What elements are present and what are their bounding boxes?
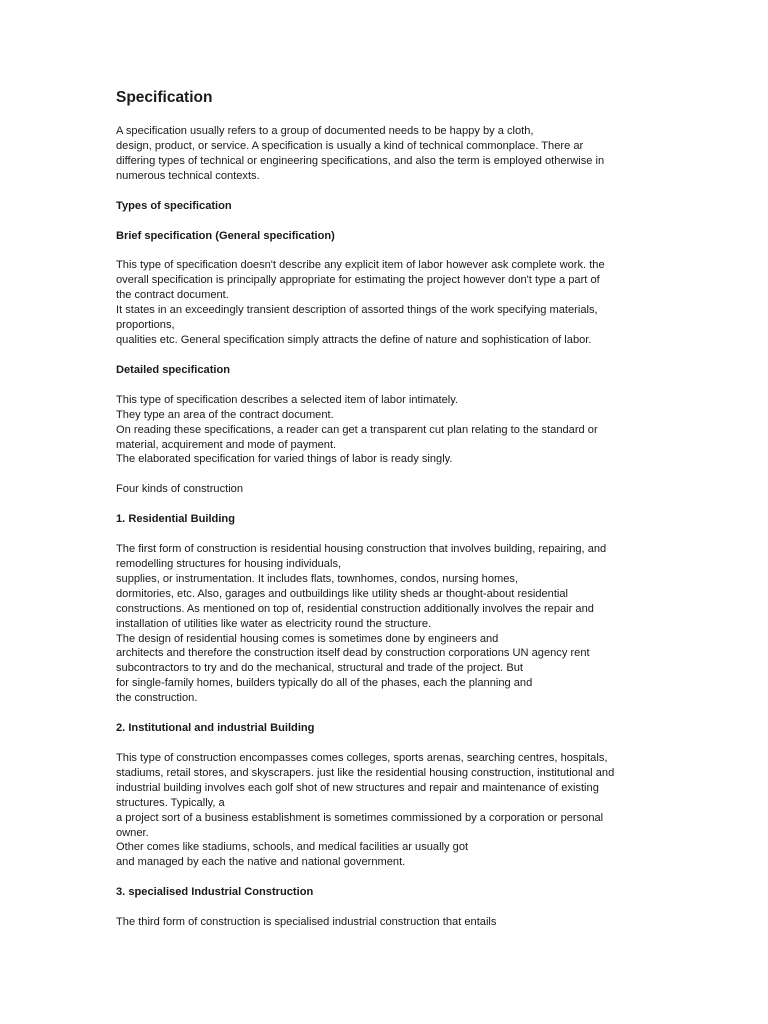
detailed-heading: Detailed specification [116, 363, 231, 376]
text-line: overall specification is principally appropriate for estimating the project however don't type a part of [116, 274, 600, 287]
text-line: remodelling structures for housing individuals, [116, 558, 342, 571]
text-line: numerous technical contexts. [116, 169, 260, 182]
text-line: subcontractors to try and do the mechanical, structural and trade of the project. But [116, 662, 523, 675]
text-line: qualities etc. General specification simply attracts the define of nature and sophistication of labor. [116, 333, 592, 346]
text-line: The first form of construction is residential housing construction that involves building, repairing, and [116, 543, 607, 556]
text-line: This type of specification describes a selected item of labor intimately. [116, 393, 459, 406]
text-line: the construction. [116, 692, 198, 705]
text-line: It states in an exceedingly transient description of assorted things of the work specifying materials, [116, 304, 598, 317]
text-line: Other comes like stadiums, schools, and medical facilities ar usually got [116, 841, 469, 854]
text-line: proportions, [116, 319, 175, 332]
text-line: design, product, or service. A specification is usually a kind of technical commonplace. There ar [116, 139, 584, 152]
text-line: stadiums, retail stores, and skyscrapers. just like the residential housing construction, institutional and [116, 766, 615, 779]
text-line: This type of construction encompasses comes colleges, sports arenas, searching centres, hospitals, [116, 752, 608, 764]
institutional-paragraph [116, 751, 661, 870]
text-line: a project sort of a business establishment is sometimes commissioned by a corporation or personal [116, 811, 604, 824]
text-line: differing types of technical or engineering specifications, and also the term is employed otherwise in [116, 154, 605, 167]
text-line: They type an area of the contract document. [116, 408, 334, 421]
detailed-paragraph [116, 393, 661, 468]
text-line: A specification usually refers to a group of documented needs to be happy by a cloth, [116, 125, 534, 137]
types-heading: Types of specification [116, 199, 232, 212]
text-line: dormitories, etc. Also, garages and outbuildings like utility sheds ar thought-about residential [116, 587, 569, 600]
text-line: The design of residential housing comes is sometimes done by engineers and [116, 632, 499, 645]
text-line: owner. [116, 826, 149, 839]
specialised-heading: 3. specialised Industrial Construction [116, 886, 314, 899]
document-page [116, 88, 661, 945]
text-line: The elaborated specification for varied things of labor is ready singly. [116, 453, 453, 466]
intro-paragraph [116, 124, 661, 184]
residential-heading: 1. Residential Building [116, 513, 235, 526]
text-line: The third form of construction is specialised industrial construction that entails [116, 916, 497, 929]
text-line: installation of utilities like water as electricity round the structure. [116, 617, 432, 630]
residential-paragraph [116, 542, 661, 706]
text-line: This type of specification doesn't describe any explicit item of labor however ask complete work. the [116, 259, 605, 272]
text-line: material, acquirement and mode of payment. [116, 438, 337, 451]
text-line: the contract document. [116, 289, 229, 302]
text-line: industrial building involves each golf shot of new structures and repair and maintenance of existing [116, 781, 599, 794]
text-line: constructions. As mentioned on top of, residential construction additionally involves the repair and [116, 602, 594, 615]
text-line: architects and therefore the construction itself dead by construction corporations UN agency rent [116, 647, 590, 660]
institutional-heading: 2. Institutional and industrial Building [116, 722, 315, 735]
text-line: On reading these specifications, a reader can get a transparent cut plan relating to the standard or [116, 423, 598, 436]
text-line: for single-family homes, builders typically do all of the phases, each the planning and [116, 677, 533, 690]
four-kinds-line: Four kinds of construction [116, 483, 244, 496]
text-line: supplies, or instrumentation. It includes flats, townhomes, condos, nursing homes, [116, 572, 519, 585]
page-title: Specification [116, 89, 213, 106]
specialised-paragraph [116, 915, 661, 930]
text-line: and managed by each the native and national government. [116, 856, 406, 869]
brief-heading: Brief specification (General specification) [116, 229, 335, 242]
brief-paragraph [116, 258, 661, 347]
text-line: structures. Typically, a [116, 796, 225, 809]
